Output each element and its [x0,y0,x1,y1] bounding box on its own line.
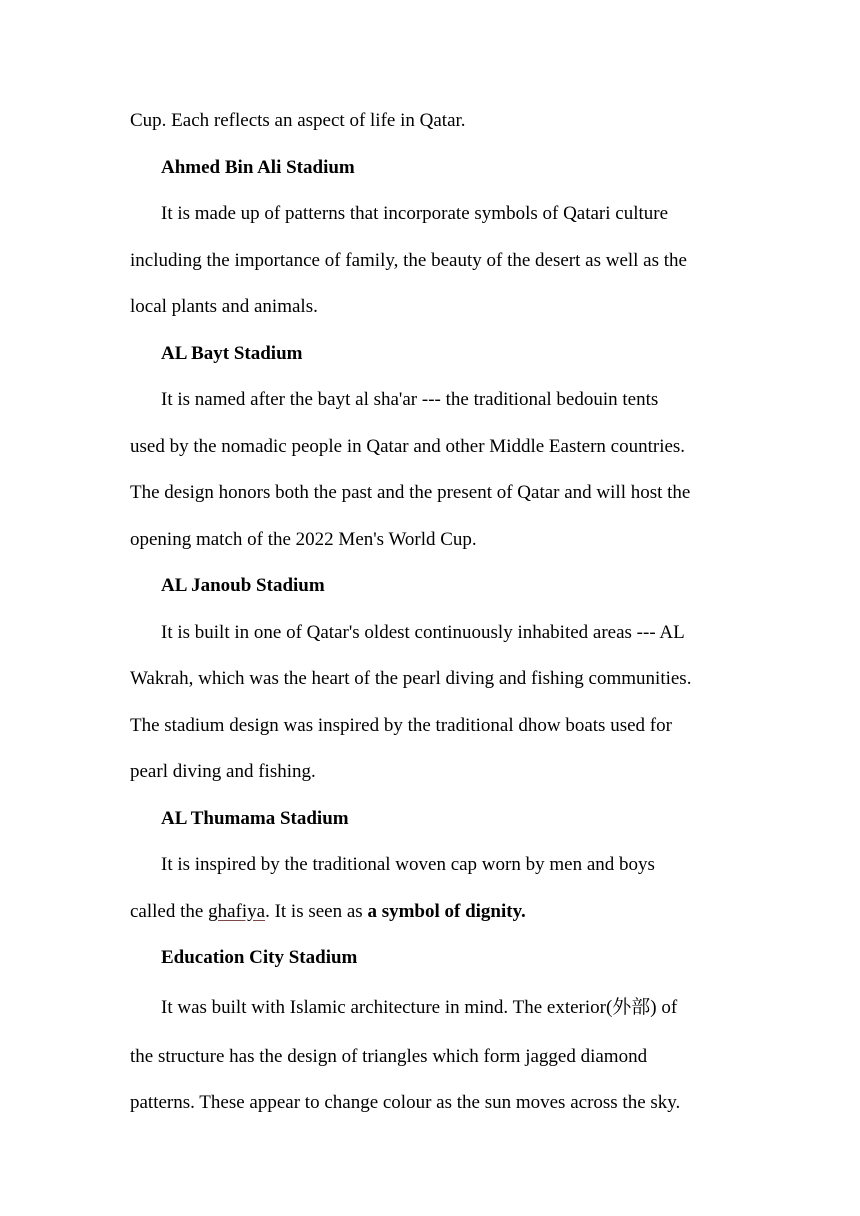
paragraph-line: the structure has the design of triangles which form jagged diamond [130,1045,648,1067]
document-page [130,98,750,1127]
paragraph-line: local plants and animals. [130,296,318,317]
paragraph-line: The design honors both the past and the present of Qatar and will host the [130,482,691,503]
section-heading-al-thumama: AL Thumama Stadium [161,807,349,829]
paragraph-line: pearl diving and fishing. [130,761,316,782]
paragraph-line: Wakrah, which was the heart of the pearl diving and fishing communities. [130,668,692,689]
bold-phrase: a symbol of dignity. [367,900,526,922]
paragraph-line: It is inspired by the traditional woven cap worn by men and boys [161,854,655,875]
section-heading-al-janoub: AL Janoub Stadium [161,575,325,596]
section-heading-al-bayt: AL Bayt Stadium [161,342,303,364]
text-run: . It is seen as [265,900,368,922]
paragraph-line [130,889,750,936]
text-run: called the [130,900,209,922]
paragraph-line: It is named after the bayt al sha'ar --- the traditional bedouin tents [161,389,659,410]
section-heading-ahmed-bin-ali: Ahmed Bin Ali Stadium [161,156,355,178]
section-heading-education-city: Education City Stadium [161,947,358,968]
paragraph-line: used by the nomadic people in Qatar and other Middle Eastern countries. [130,435,686,457]
paragraph-line: opening match of the 2022 Men's World Cup. [130,528,477,550]
paragraph-line: including the importance of family, the beauty of the desert as well as the [130,249,687,271]
paragraph-line: Cup. Each reflects an aspect of life in Qatar. [130,110,466,131]
paragraph-line: The stadium design was inspired by the traditional dhow boats used for [130,714,672,736]
paragraph-line: It is made up of patterns that incorporate symbols of Qatari culture [161,203,669,224]
underlined-term: ghafiya [208,900,266,922]
paragraph-line: patterns. These appear to change colour as the sun moves across the sky. [130,1092,681,1113]
paragraph-line: It was built with Islamic architecture in mind. The exterior(外部) of [161,996,678,1018]
paragraph-line: It is built in one of Qatar's oldest continuously inhabited areas --- AL [161,621,685,643]
